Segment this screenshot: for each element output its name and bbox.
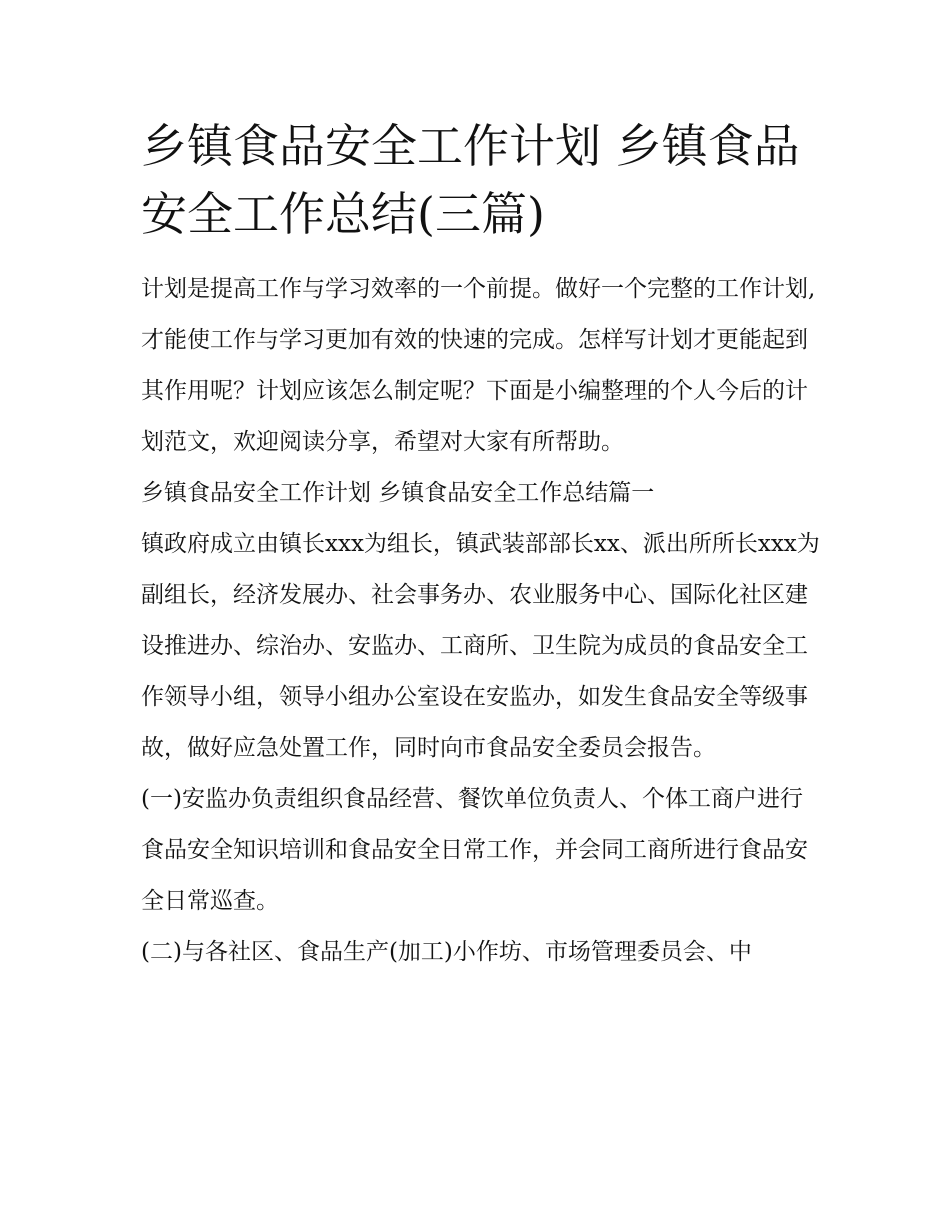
document-body (141, 264, 821, 978)
section-heading: 乡镇食品安全工作计划 乡镇食品安全工作总结篇一 (141, 480, 655, 506)
document-content (141, 112, 821, 978)
body-paragraph: 镇政府成立由镇长xxx为组长，镇武装部部长xx、派出所所长xxx为副组长，经济发展办、社会事务办、农业服务中心、国际化社区建设推进办、综治办、安监办、工商所、卫生院为成员的食品安全工作领导小组，领导小组办公室设在安监办，如发生食品安全等级事故，做好应急处置工作，同时向市食品安全委员会报告。 (141, 531, 820, 761)
document-title: 乡镇食品安全工作计划 乡镇食品安全工作总结(三篇) (141, 119, 800, 241)
intro-paragraph: 计划是提高工作与学习效率的一个前提。做好一个完整的工作计划,才能使工作与学习更加有效的快速的完成。怎样写计划才更能起到其作用呢？计划应该怎么制定呢？下面是小编整理的个人今后的计划范文，欢迎阅读分享，希望对大家有所帮助。 (141, 276, 816, 455)
body-paragraph: (一)安监办负责组织食品经营、餐饮单位负责人、个体工商户进行食品安全知识培训和食品安全日常工作，并会同工商所进行食品安全日常巡查。 (141, 786, 808, 914)
body-paragraph: (二)与各社区、食品生产(加工)小作坊、市场管理委员会、中 (141, 939, 752, 965)
